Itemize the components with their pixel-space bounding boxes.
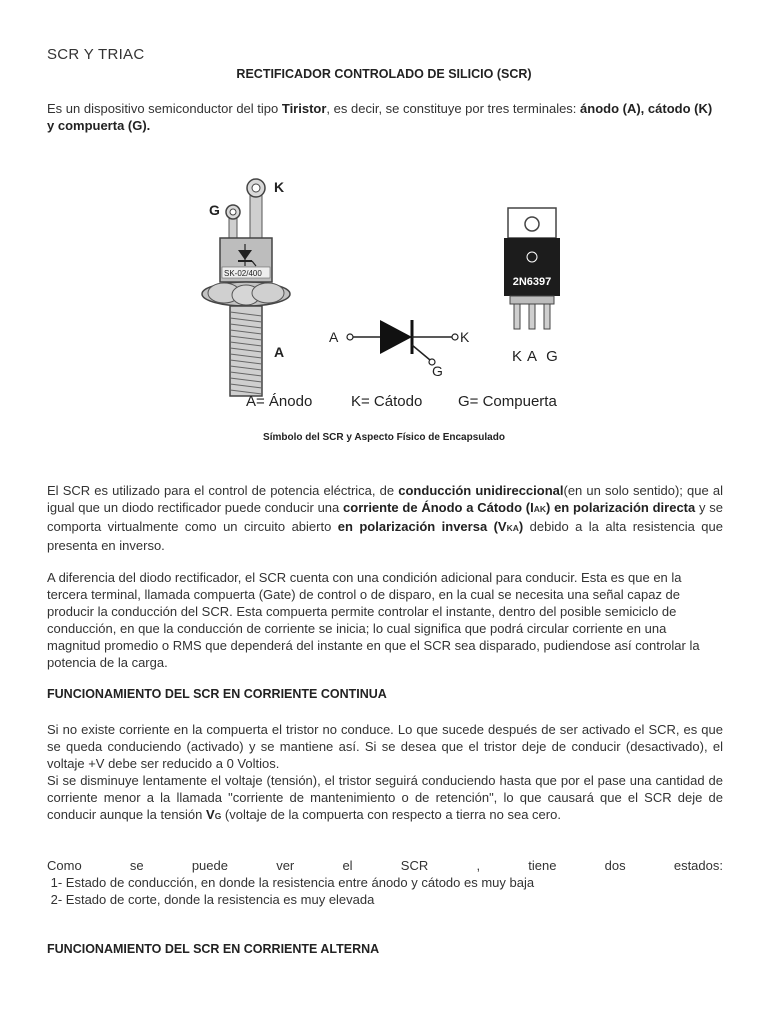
states-word: dos (604, 858, 626, 873)
intro-text-1: Es un dispositivo semiconductor del tipo (47, 101, 282, 116)
intro-bold-terminals: ánodo (A), cátodo (K) y compuerta (G). (47, 101, 713, 133)
p4b-retention-current: corriente de mantenimiento o de retención (232, 790, 490, 805)
document-title: SCR Y TRIAC (47, 46, 145, 63)
legend-catodo: K= Cátodo (351, 393, 423, 410)
symbol-label-g: G (432, 363, 443, 379)
pin-label-g: G (546, 348, 558, 365)
p2-bold-1: conducción unidireccional (398, 483, 564, 498)
p4b-sub-g: G (214, 811, 222, 821)
paragraph-dc-2 (47, 772, 723, 825)
p2-bold-5: ) (518, 519, 524, 534)
scr-figure (194, 170, 578, 422)
states-word: ver (276, 858, 295, 873)
paragraph-dc-1: Si no existe corriente en la compuerta el tristor no conduce. Lo que sucede después de ser activado el SCR, es que se queda conduciendo (activado) y se mantiene así. Si se desea que el tristor deje de conducir (desactivado), el voltaje +V debe ser reducido a 0 Voltios. (47, 722, 723, 771)
states-word: tiene (528, 858, 557, 873)
symbol-label-k: K (460, 329, 470, 345)
label-k-top: K (274, 179, 285, 195)
symbol-label-a: A (329, 329, 339, 345)
states-word: Como (47, 858, 82, 873)
states-word: estados: (673, 858, 723, 873)
intro-text-2: , es decir, se constituye por tres terminales: (326, 101, 581, 116)
paragraph-usage (47, 482, 723, 554)
main-heading: RECTIFICADOR CONTROLADO DE SILICIO (SCR) (236, 67, 532, 81)
states-word: el (342, 858, 353, 873)
figure-caption: Símbolo del SCR y Aspecto Físico de Encapsulado (263, 432, 505, 443)
p2-text-2: (en un solo sentido); que al igual que un diodo rectificador puede conducir una (47, 483, 723, 515)
p4b-text-1: Si se disminuye lentamente el voltaje (tensión), el tristor seguirá conduciendo hasta que por el pase una cantidad de corriente menor a la llamada " (47, 773, 723, 805)
section-heading-ac: FUNCIONAMIENTO DEL SCR EN CORRIENTE ALTERNA (47, 942, 380, 956)
p4b-bold-v: V (206, 807, 215, 822)
p2-text-1: El SCR es utilizado para el control de potencia eléctrica, de (47, 483, 399, 498)
label-a-stud: A (274, 344, 285, 360)
p2-text-3: y se comporta virtualmente como un circuito abierto (47, 500, 723, 534)
p2-bold-4: en polarización inversa (V (337, 519, 507, 534)
state-item-1: 1- Estado de conducción, en donde la resistencia entre ánodo y cátodo es muy baja (47, 875, 535, 890)
states-word: , (476, 858, 481, 873)
states-word: SCR (400, 858, 429, 873)
p2-bold-3: ) en polarización directa (545, 500, 696, 515)
states-intro-line (47, 857, 723, 874)
to220-marking: 2N6397 (512, 276, 552, 288)
legend-anodo: A= Ánodo (246, 393, 313, 410)
p2-sub-ak: AK (533, 504, 546, 514)
section-heading-dc: FUNCIONAMIENTO DEL SCR EN CORRIENTE CONTINUA (47, 687, 387, 701)
paragraph-gate: A diferencia del diodo rectificador, el SCR cuenta con una condición adicional para conducir. Esta es que en la tercera terminal, llamada compuerta (Gate) de control o de disparo, en la cual se necesita una señal capaz de producir la conducción del SCR. Esta compuerta permite controlar el instante, dentro del posible semiciclo de conducción, en que la conducción de corriente se inicia; lo cual significa que podrá circular corriente en una magnitud promedio o RMS que dependerá del instante en que el SCR sea disparado, pudiendose así controlar la potencia de la carga. (47, 570, 700, 670)
p2-bold-2: corriente de Ánodo a Cátodo (I (343, 500, 534, 515)
states-word: se (129, 858, 144, 873)
label-g-top: G (209, 202, 220, 218)
legend-compuerta: G= Compuerta (458, 393, 557, 410)
pin-label-k: K (511, 348, 523, 365)
p2-sub-ka: KA (506, 523, 519, 533)
package-marking: SK-02/400 (224, 269, 262, 278)
intro-bold-tiristor: Tiristor (281, 101, 327, 116)
pin-label-a: A (526, 348, 538, 365)
p4b-text-2: ", lo que causará que el SCR deje de conducir aunque la tensión (47, 790, 723, 822)
state-item-2: 2- Estado de corte, donde la resistencia es muy elevada (47, 892, 375, 907)
p2-text-4: debido a la alta resistencia que presenta en inverso. (47, 519, 723, 553)
p4b-text-3: (voltaje de la compuerta con respecto a tierra no sea cero. (221, 807, 561, 822)
states-word: puede (191, 858, 228, 873)
intro-paragraph (47, 100, 723, 134)
